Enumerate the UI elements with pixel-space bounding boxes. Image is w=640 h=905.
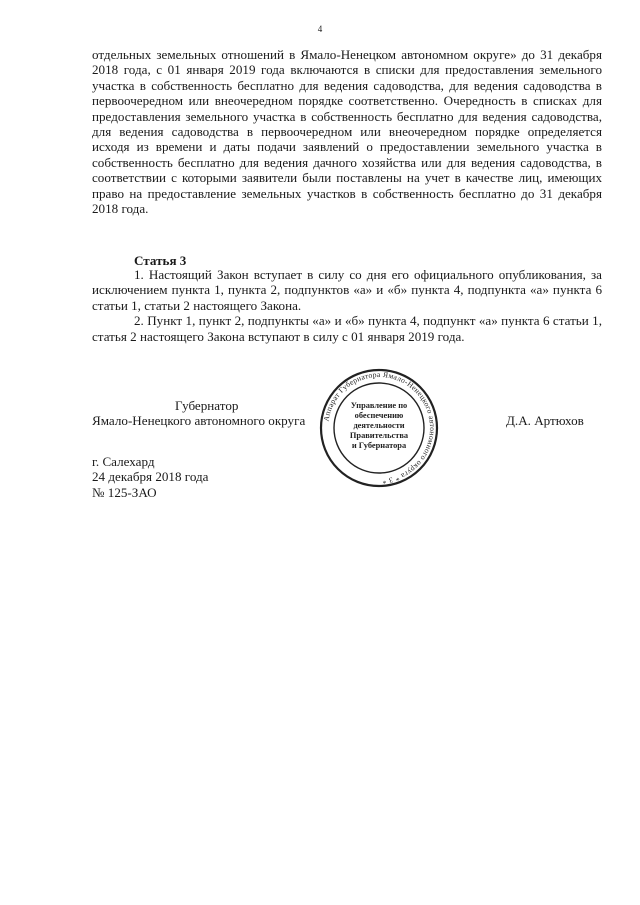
law-details <box>92 454 208 500</box>
article-items <box>92 267 602 344</box>
city: г. Салехард <box>92 454 155 469</box>
seal-center-line: и Губернатора <box>351 441 407 450</box>
date: 24 декабря 2018 года <box>92 469 209 485</box>
seal-center-line: Правительства <box>349 431 409 440</box>
article-heading: Статья 3 <box>134 253 187 268</box>
article-item: 1. Настоящий Закон вступает в силу со дня его официального опубликования, за исключением пункта 1, пункта 2, подпунктов «а» и «б» пункта 4, подпункта «а» пункта 6 статьи 1, статьи 2 настоящего Закона. <box>92 267 602 313</box>
seal-center-line: обеспечению <box>354 411 404 420</box>
article-item: 2. Пункт 1, пункт 2, подпункты «а» и «б» пункта 4, подпункт «а» пункта 6 статьи 1, статья 2 настоящего Закона вступают в силу с 01 января 2019 года. <box>92 313 602 344</box>
signature-title-region: Ямало-Ненецкого автономного округа <box>92 413 306 428</box>
official-seal <box>317 366 441 490</box>
body-text <box>92 47 602 216</box>
law-number: № 125-ЗАО <box>92 484 157 500</box>
seal-center-line: Управление по <box>350 401 408 410</box>
page-number: 4 <box>317 24 323 34</box>
seal-graphic <box>317 366 441 490</box>
seal-center-line: деятельности <box>353 421 405 430</box>
signature-title: Губернатор <box>175 398 239 413</box>
signature-name: Д.А. Артюхов <box>506 413 584 428</box>
seal-ring-text: Аппарат Губернатора Ямало-Ненецкого автономного округа * 3 * <box>321 369 438 486</box>
body-paragraph: отдельных земельных отношений в Ямало-Ненецком автономном округе» до 31 декабря 2018 года, с 01 января 2019 года включаются в списки для предоставления земельного участка в собственность бесплатно для ведения садоводства, для ведения садоводства в первоочередном или внеочередном порядке соответственно. Очередность в списках для предоставления земельного участка в собственность бесплатно для ведения садоводства, для ведения садоводства в первоочередном или внеочередном порядке определяется исходя из времени и даты подачи заявлений о предоставлении земельного участка в собственность бесплатно для ведения дачного хозяйства или для ведения садоводства, в соответствии с которыми заявители были поставлены на учет в качестве лиц, имеющих право на предоставление земельных участков в собственность бесплатно до 31 декабря 2018 года. <box>92 47 602 217</box>
